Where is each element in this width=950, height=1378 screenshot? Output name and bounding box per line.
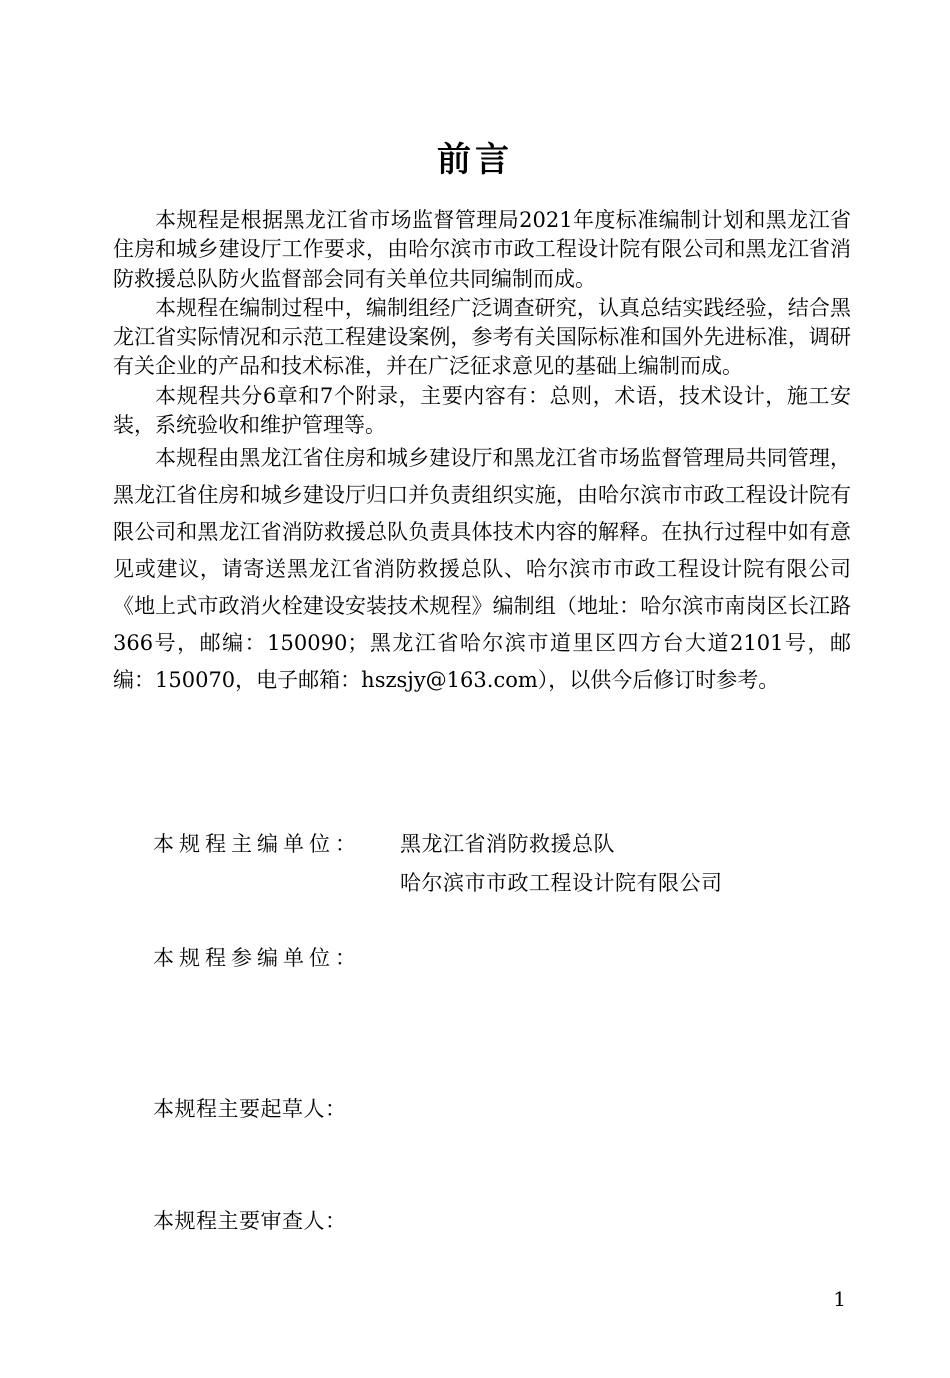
preface-paragraph-4: 本规程由黑龙江省住房和城乡建设厅和黑龙江省市场监督管理局共同管理，黑龙江省住房和城乡建设厅归口并负责组织实施，由哈尔滨市市政工程设计院有限公司和黑龙江省消防救援总队负责具体技术内容的解释。在执行过程中如有意见或建议，请寄送黑龙江省消防救援总队、哈尔滨市市政工程设计院有限公司《地上式市政消火栓建设安装技术规程》编制组（地址：哈尔滨市南岗区长江路366号，邮编：150090；黑龙江省哈尔滨市道里区四方台大道2101号，邮编：150070，电子邮箱：hszsjy@163.com），以供今后修订时参考。 (113, 446, 851, 693)
chief-unit-2: 哈尔滨市市政工程设计院有限公司 (400, 871, 723, 895)
chief-units-label: 本规程主编单位： (153, 832, 361, 856)
preface-paragraph-2: 本规程在编制过程中，编制组经广泛调查研究，认真总结实践经验，结合黑龙江省实际情况和示范工程建设案例，参考有关国际标准和国外先进标准，调研有关企业的产品和技术标准，并在广泛征求意见的基础上编制而成。 (113, 295, 851, 379)
chief-unit-1: 黑龙江省消防救援总队 (400, 832, 615, 856)
reviewers-label: 本规程主要审查人： (153, 1209, 347, 1233)
page-number: 1 (833, 1287, 846, 1311)
preface-paragraph-1: 本规程是根据黑龙江省市场监督管理局2021年度标准编制计划和黑龙江省住房和城乡建设厅工作要求，由哈尔滨市市政工程设计院有限公司和黑龙江省消防救援总队防火监督部会同有关单位共同编制而成。 (113, 208, 851, 291)
preface-paragraph-3: 本规程共分6章和7个附录，主要内容有：总则，术语，技术设计，施工安装，系统验收和维护管理等。 (113, 383, 851, 438)
preface-body (113, 206, 851, 699)
drafters-label: 本规程主要起草人： (153, 1097, 347, 1121)
page-title: 前言 (437, 140, 513, 180)
participating-units-label: 本规程参编单位： (153, 946, 361, 970)
